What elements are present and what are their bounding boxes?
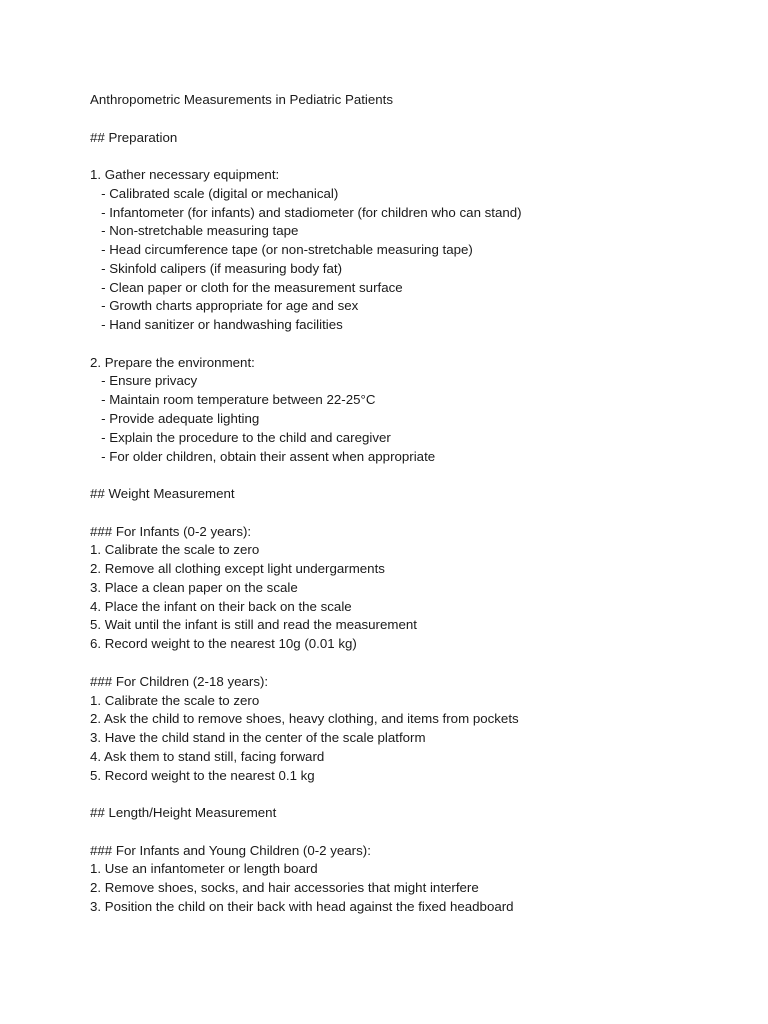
- bullet-item: - Non-stretchable measuring tape: [90, 223, 299, 239]
- numbered-item: 1. Gather necessary equipment:: [90, 167, 280, 183]
- bullet-item: - Calibrated scale (digital or mechanical): [90, 185, 339, 201]
- blank-line: [90, 504, 730, 523]
- section-heading: ## Weight Measurement: [90, 486, 235, 502]
- numbered-item: 3. Place a clean paper on the scale: [90, 579, 298, 595]
- blank-line: [90, 785, 730, 804]
- section-heading: ## Length/Height Measurement: [90, 805, 277, 821]
- section-heading: ## Preparation: [90, 129, 178, 145]
- bullet-item: - Clean paper or cloth for the measurement surface: [90, 279, 403, 295]
- blank-line: [90, 823, 730, 842]
- blank-line: [90, 335, 730, 354]
- numbered-item: 4. Ask them to stand still, facing forward: [90, 748, 325, 764]
- subsection-heading: ### For Children (2-18 years):: [90, 673, 269, 689]
- numbered-item: 6. Record weight to the nearest 10g (0.01 kg): [90, 636, 357, 652]
- numbered-item: 1. Calibrate the scale to zero: [90, 542, 260, 558]
- blank-line: [90, 110, 730, 129]
- numbered-item: 2. Remove shoes, socks, and hair accessories that might interfere: [90, 880, 479, 896]
- numbered-item: 4. Place the infant on their back on the scale: [90, 598, 352, 614]
- bullet-item: - Ensure privacy: [90, 373, 198, 389]
- numbered-item: 2. Remove all clothing except light undergarments: [90, 561, 385, 577]
- bullet-item: - Infantometer (for infants) and stadiometer (for children who can stand): [90, 204, 522, 220]
- subsection-heading: ### For Infants and Young Children (0-2 years):: [90, 842, 371, 858]
- numbered-item: 5. Wait until the infant is still and read the measurement: [90, 617, 417, 633]
- bullet-item: - Skinfold calipers (if measuring body fat): [90, 260, 343, 276]
- numbered-item: 3. Position the child on their back with head against the fixed headboard: [90, 898, 514, 914]
- bullet-item: - Provide adequate lighting: [90, 411, 260, 427]
- numbered-item: 1. Use an infantometer or length board: [90, 861, 318, 877]
- numbered-item: 2. Ask the child to remove shoes, heavy clothing, and items from pockets: [90, 711, 519, 727]
- bullet-item: - Growth charts appropriate for age and sex: [90, 298, 359, 314]
- numbered-item: 3. Have the child stand in the center of the scale platform: [90, 730, 426, 746]
- numbered-item: 1. Calibrate the scale to zero: [90, 692, 260, 708]
- blank-line: [90, 654, 730, 673]
- bullet-item: - Head circumference tape (or non-stretchable measuring tape): [90, 242, 473, 258]
- bullet-item: - Hand sanitizer or handwashing facilities: [90, 317, 343, 333]
- document-body: [90, 91, 730, 917]
- bullet-item: - Maintain room temperature between 22-25°C: [90, 392, 376, 408]
- subsection-heading: ### For Infants (0-2 years):: [90, 523, 252, 539]
- blank-line: [90, 147, 730, 166]
- numbered-item: 2. Prepare the environment:: [90, 354, 255, 370]
- numbered-item: 5. Record weight to the nearest 0.1 kg: [90, 767, 315, 783]
- blank-line: [90, 466, 730, 485]
- document-title: Anthropometric Measurements in Pediatric Patients: [90, 92, 394, 107]
- bullet-item: - For older children, obtain their assent when appropriate: [90, 448, 436, 464]
- bullet-item: - Explain the procedure to the child and caregiver: [90, 429, 391, 445]
